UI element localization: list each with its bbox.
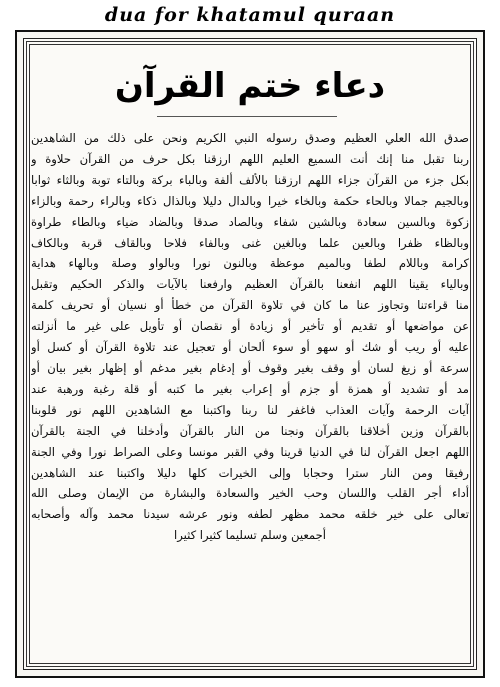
- text-line: رفيقا ومن النار سترا وحجابا وإلى الخيرات كلها دليلا واكتبنا عند الشاهدين: [31, 465, 469, 480]
- text-line-final: أجمعين وسلم تسليما كثيرا كثيرا: [173, 528, 327, 543]
- text-line: بكل جزء من القرآن جزاء اللهم ارزقنا بالألف ألفة وبالباء بركة وبالتاء توبة وبالثاء ثوابا: [31, 172, 469, 187]
- text-line: آيات الرحمة وآيات العذاب فاغفر لنا ربنا واكتبنا مع الشاهدين اللهم نور قلوبنا: [31, 402, 469, 417]
- text-line: تعالى على خير خلقه محمد مظهر لطفه ونور عرشه سيدنا محمد وآله وأصحابه: [31, 507, 469, 522]
- text-line: سرعة أو زيغ لسان أو وقف بغير وقوف أو إدغام بغير مدغم أو إظهار بغير بيان أو: [31, 360, 469, 375]
- text-line: اللهم اجعل القرآن لنا في الدنيا قرينا وفي القبر مونسا وعلى الصراط نورا وفي الجنة: [31, 444, 469, 459]
- text-line: زكوة وبالسين سعادة وبالشين شفاء وبالصاد صدقا وبالضاد ضياء وبالطاء طراوة: [31, 214, 469, 229]
- text-line: بالقرآن وزين أخلاقنا بالقرآن ونجنا من النار بالقرآن وأدخلنا في الجنة بالقرآن: [31, 423, 469, 438]
- text-line: عليه أو ريب أو شك أو سهو أو سوء ألحان أو تعجيل عند تلاوة القرآن أو كسل أو: [31, 340, 469, 355]
- text-line: صدق الله العلي العظيم وصدق رسوله النبي الكريم ونحن على ذلك من الشاهدين: [31, 131, 469, 145]
- text-line: ربنا تقبل منا إنك أنت السميع العليم اللهم ارزقنا بكل حرف من القرآن حلاوة و: [31, 151, 469, 166]
- document-title: دعاء ختم القرآن: [114, 66, 386, 106]
- document-frame: [15, 30, 485, 678]
- text-line: أداء أجر القلب واللسان وحب الخير والسعادة والبشارة من الإيمان وصلى الله: [31, 486, 469, 501]
- page-caption: dua for khatamul quraan: [104, 4, 396, 26]
- text-line: منا قراءتنا وتجاوز عنا ما كان في تلاوة القرآن من خطأ أو نسيان أو تحريف كلمة: [31, 298, 469, 313]
- text-line: وبالجيم جمالا وبالحاء حكمة وبالخاء خيرا وبالدال دليلا وبالذال ذكاء وبالراء رحمة وبالزاء: [31, 193, 469, 208]
- text-line: كرامة وباللام لطفا وبالميم موعظة وبالنون نورا وبالواو وصلة وبالهاء هداية: [31, 256, 469, 271]
- text-line: عن مواضعها أو تقديم أو تأخير أو زيادة أو نقصان أو تأويل على غير ما أنزلته: [31, 319, 469, 334]
- document-body: [31, 128, 469, 664]
- text-line: مد أو تشديد أو همزة أو جزم أو إعراب بغير ما كتبه أو قلة رغبة ورهبة عند: [31, 381, 469, 396]
- text-line: وبالظاء ظفرا وبالعين علما وبالغين غنى وبالفاء فلاحا وبالقاف قربة وبالكاف: [31, 235, 469, 250]
- title-underline: [157, 116, 337, 117]
- text-line: وبالياء يقينا اللهم انفعنا بالقرآن العظيم وارفعنا بالآيات والذكر الحكيم وتقبل: [31, 277, 469, 292]
